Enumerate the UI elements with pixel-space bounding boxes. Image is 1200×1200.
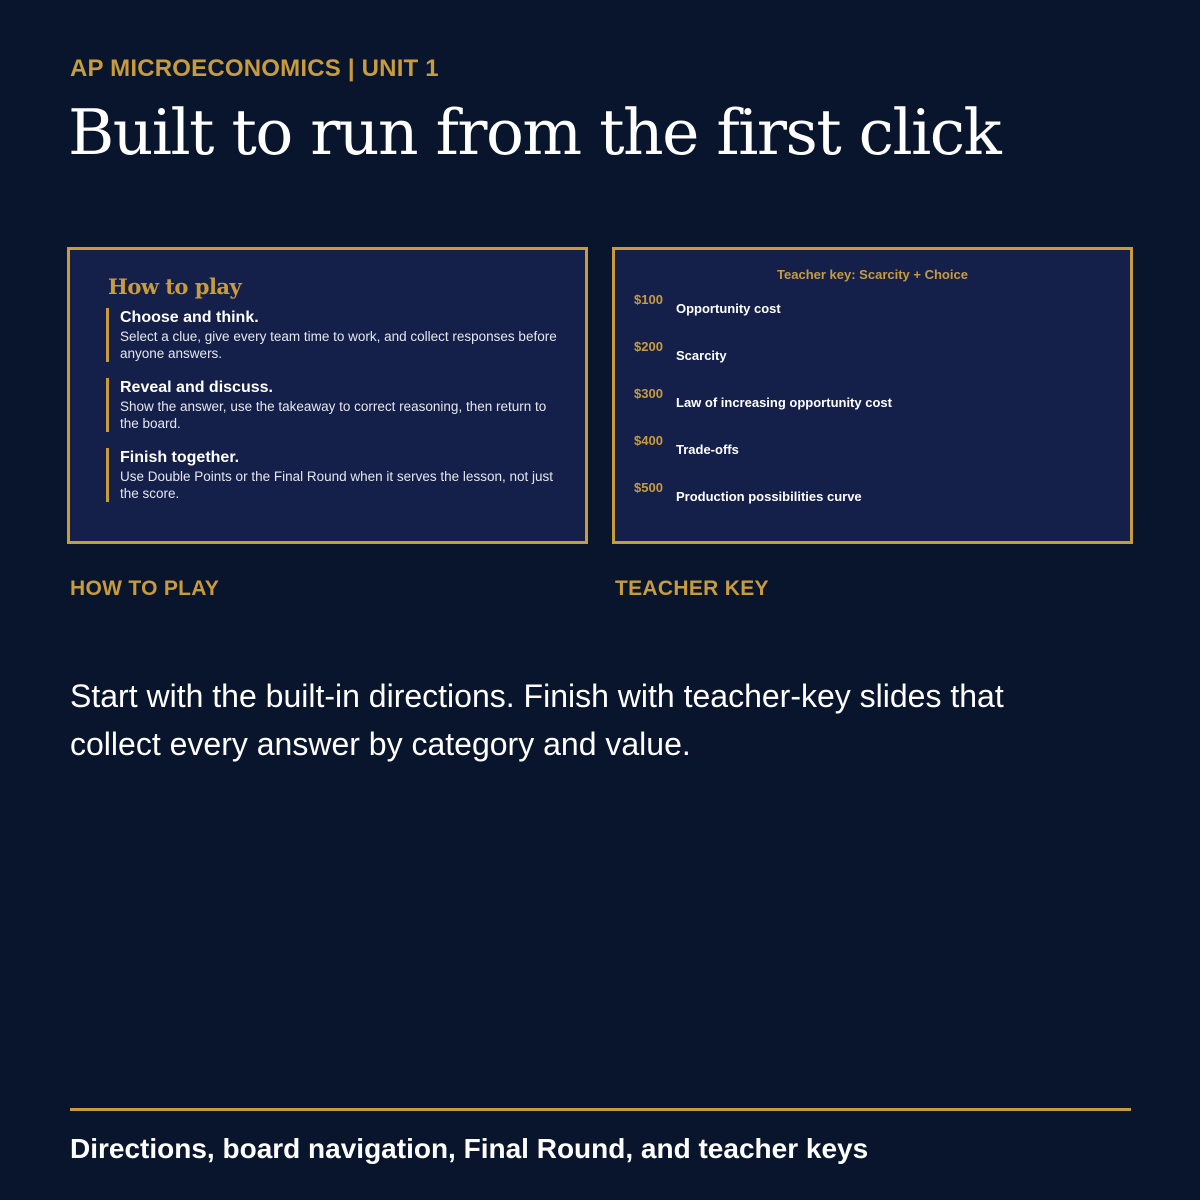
body-copy: Start with the built-in directions. Finish with teacher-key slides that collect every answer by category and value.	[70, 678, 1004, 762]
how-to-play-preview	[67, 247, 588, 544]
how-to-play-caption: HOW TO PLAY	[70, 577, 220, 600]
key-term: Scarcity	[676, 348, 727, 363]
step-text: Use Double Points or the Final Round when it serves the lesson, not just the score.	[120, 469, 553, 501]
teacher-key-preview	[612, 247, 1133, 544]
divider	[70, 1108, 1131, 1111]
key-term: Trade-offs	[676, 442, 739, 457]
key-value: $500	[634, 480, 663, 495]
key-value: $300	[634, 386, 663, 401]
how-to-play-title: How to play	[108, 274, 242, 299]
step-item	[106, 308, 560, 362]
step-title: Choose and think.	[120, 309, 259, 326]
key-term: Opportunity cost	[676, 301, 781, 316]
page-title: Built to run from the first click	[68, 96, 1001, 169]
step-title: Reveal and discuss.	[120, 379, 273, 396]
step-item	[106, 378, 560, 432]
teacher-key-title: Teacher key: Scarcity + Choice	[777, 267, 968, 282]
step-text: Show the answer, use the takeaway to correct reasoning, then return to the board.	[120, 399, 547, 431]
key-value: $200	[634, 339, 663, 354]
step-text: Select a clue, give every team time to work, and collect responses before anyone answers.	[120, 329, 557, 361]
step-title: Finish together.	[120, 449, 240, 466]
footer-text: Directions, board navigation, Final Round, and teacher keys	[70, 1133, 869, 1164]
key-value: $100	[634, 292, 663, 307]
key-term: Law of increasing opportunity cost	[676, 395, 892, 410]
eyebrow-label: AP MICROECONOMICS | UNIT 1	[70, 55, 439, 82]
step-item	[106, 448, 560, 502]
key-value: $400	[634, 433, 663, 448]
key-term: Production possibilities curve	[676, 489, 862, 504]
teacher-key-caption: TEACHER KEY	[615, 577, 769, 600]
